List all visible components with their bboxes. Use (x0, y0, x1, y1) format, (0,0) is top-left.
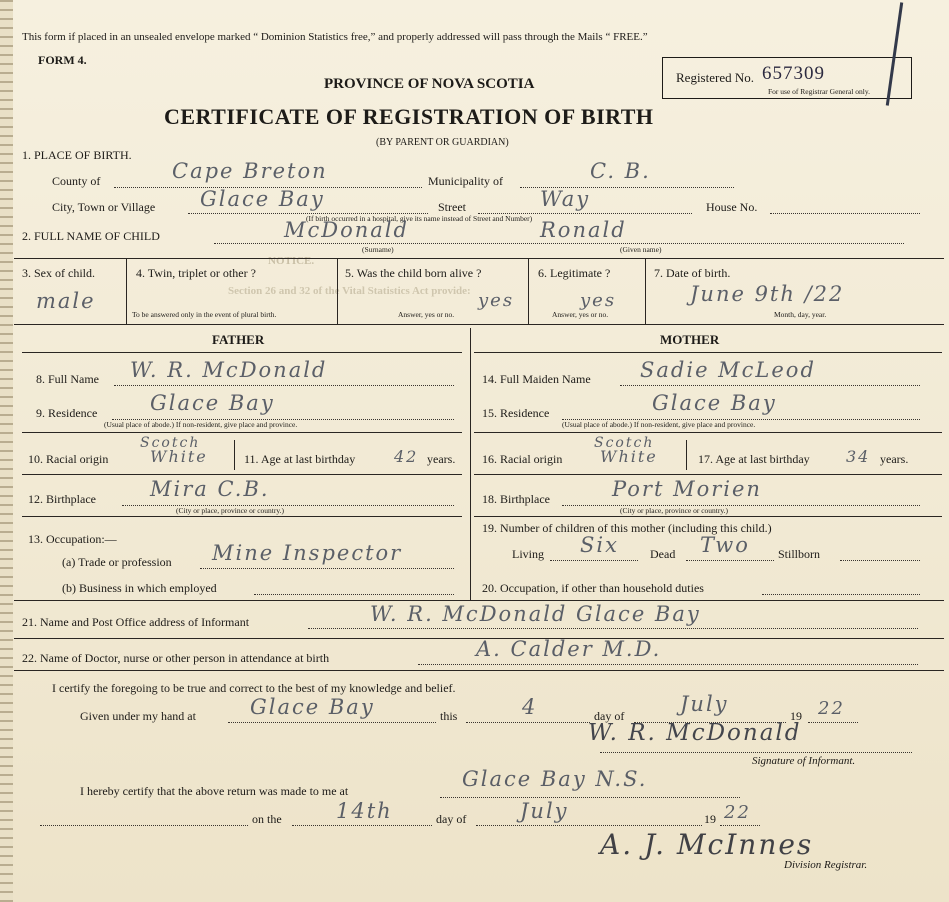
rule (14, 258, 944, 259)
registrar-caption: Division Registrar. (784, 859, 868, 871)
father-name-label: 8. Full Name (36, 372, 99, 386)
stillborn-line (840, 560, 920, 561)
informant-label: 21. Name and Post Office address of Informant (22, 615, 250, 629)
child-name-label: 2. FULL NAME OF CHILD (22, 229, 160, 243)
dob-value: June 9th /22 (690, 282, 845, 306)
father-racial: White (150, 447, 208, 466)
child-given-name: Ronald (540, 218, 627, 242)
mother-racial-top: Scotch (594, 435, 655, 451)
municipality-value: C. B. (590, 159, 651, 183)
mother-name-label: 14. Full Maiden Name (482, 372, 591, 386)
doctor-value: A. Calder M.D. (476, 637, 662, 661)
father-years: years. (427, 452, 456, 466)
father-abode-note: (Usual place of abode.) If non-resident, give place and province. (104, 420, 298, 429)
rule (645, 258, 646, 324)
father-racial-top: Scotch (140, 435, 201, 451)
house-label: House No. (706, 200, 758, 214)
rule (22, 432, 462, 433)
occupation-label: 13. Occupation:— (28, 532, 117, 546)
mother-name: Sadie McLeod (640, 358, 816, 382)
mother-city-note: (City or place, province or country.) (620, 506, 729, 515)
rule (686, 440, 687, 470)
year-line (808, 722, 858, 723)
stillborn-label: Stillborn (778, 547, 821, 561)
mail-notice: This form if placed in an unsealed envelope marked “ Dominion Statistics free,” and properly addressed will pass through the Mails “ FREE.” (22, 31, 648, 43)
child-surname: McDonald (284, 218, 409, 242)
overprint-sections: Section 26 and 32 of the Vital Statistics Act provide: (228, 285, 471, 297)
mother-age-label: 17. Age at last birthday (698, 452, 810, 466)
dob-note: Month, day, year. (774, 310, 827, 319)
center-divider (470, 328, 471, 600)
rule (474, 516, 942, 517)
rule (474, 432, 942, 433)
mother-heading: MOTHER (660, 332, 720, 347)
father-residence: Glace Bay (150, 391, 275, 415)
mother-birthplace-label: 18. Birthplace (482, 492, 550, 506)
dead-value: Two (700, 533, 750, 557)
business-line (254, 594, 454, 595)
rule (14, 600, 944, 601)
signature-line (600, 752, 912, 753)
city-value: Glace Bay (200, 187, 325, 211)
father-birthplace-label: 12. Birthplace (28, 492, 96, 506)
registrar-month-line (476, 825, 702, 826)
mother-birthplace: Port Morien (612, 477, 762, 501)
father-city-note: (City or place, province or country.) (176, 506, 285, 515)
rule (14, 670, 944, 671)
certify-statement: I certify the foregoing to be true and correct to the best of my knowledge and belief. (52, 681, 456, 695)
registrar-lead-line (40, 825, 248, 826)
twin-label: 4. Twin, triplet or other ? (136, 266, 256, 280)
living-label: Living (512, 547, 544, 561)
rule (234, 440, 235, 470)
trade-label: (a) Trade or profession (62, 555, 172, 569)
legitimate-note: Answer, yes or no. (552, 310, 609, 319)
mother-racial-label: 16. Racial origin (482, 452, 563, 466)
registrar-year-prefix: 19 (704, 812, 716, 826)
mother-age: 34 (846, 447, 871, 466)
given-place: Glace Bay (250, 695, 375, 719)
registration-number: 657309 (762, 63, 825, 84)
mother-birthplace-line (562, 505, 920, 506)
living-value: Six (580, 533, 619, 557)
registration-label: Registered No. (676, 70, 754, 85)
torn-edge (0, 0, 13, 902)
given-year: 22 (818, 698, 845, 719)
given-caption: (Given name) (620, 245, 662, 254)
registrar-statement: I hereby certify that the above return was made to me at (80, 784, 349, 798)
street-value: Way (540, 187, 591, 211)
business-label: (b) Business in which employed (62, 581, 217, 595)
legitimate-label: 6. Legitimate ? (538, 266, 611, 280)
registration-note: For use of Registrar General only. (768, 87, 870, 96)
this-label: this (440, 709, 458, 723)
father-name: W. R. McDonald (130, 358, 328, 382)
mother-residence-label: 15. Residence (482, 406, 550, 420)
father-age-label: 11. Age at last birthday (244, 452, 356, 466)
mother-racial: White (600, 447, 658, 466)
on-label: on the (252, 812, 282, 826)
rule (22, 516, 462, 517)
dob-label: 7. Date of birth. (654, 266, 731, 280)
mother-residence: Glace Bay (652, 391, 777, 415)
street-label: Street (438, 200, 466, 214)
place-of-birth-label: 1. PLACE OF BIRTH. (22, 148, 132, 162)
city-label: City, Town or Village (52, 200, 156, 214)
trade-value: Mine Inspector (212, 541, 403, 565)
father-name-line (114, 385, 454, 386)
registrar-year-line (720, 825, 760, 826)
alive-value: yes (478, 290, 515, 311)
legitimate-value: yes (580, 290, 617, 311)
twin-note: To be answered only in the event of plural birth. (132, 310, 277, 319)
page-title: CERTIFICATE OF REGISTRATION OF BIRTH (164, 104, 654, 129)
given-day: 4 (522, 695, 538, 719)
day-of-label: day of (594, 709, 625, 723)
rule (337, 258, 338, 324)
given-place-line (228, 722, 436, 723)
county-value: Cape Breton (172, 159, 328, 183)
overprint-notice: NOTICE. (268, 255, 315, 267)
doctor-line (418, 664, 918, 665)
rule (474, 474, 942, 475)
day-line (466, 722, 590, 723)
registrar-day-of-label: day of (436, 812, 467, 826)
subtitle: (BY PARENT OR GUARDIAN) (376, 137, 509, 148)
province-heading: PROVINCE OF NOVA SCOTIA (324, 76, 535, 92)
child-name-line (214, 243, 904, 244)
father-birthplace-line (122, 505, 454, 506)
year-prefix: 19 (790, 709, 802, 723)
registrar-year: 22 (724, 802, 751, 823)
informant-signature: W. R. McDonald (588, 720, 802, 746)
living-line (550, 560, 638, 561)
given-label: Given under my hand at (80, 709, 196, 723)
rule (528, 258, 529, 324)
house-line (770, 213, 920, 214)
father-heading: FATHER (212, 332, 265, 347)
alive-label: 5. Was the child born alive ? (345, 266, 482, 280)
alive-note: Answer, yes or no. (398, 310, 455, 319)
signature-caption: Signature of Informant. (752, 755, 856, 767)
mother-abode-note: (Usual place of abode.) If non-resident, give place and province. (562, 420, 756, 429)
municipality-label: Municipality of (428, 174, 503, 188)
registrar-month: July (520, 799, 569, 823)
rule (14, 324, 944, 325)
hospital-note: (If birth occurred in a hospital, give its name instead of Street and Number) (306, 214, 533, 223)
dead-line (686, 560, 774, 561)
rule (22, 474, 462, 475)
rule (474, 352, 942, 353)
trade-line (200, 568, 454, 569)
doctor-label: 22. Name of Doctor, nurse or other person in attendance at birth (22, 651, 330, 665)
rule (22, 352, 462, 353)
rule (126, 258, 127, 324)
mother-years: years. (880, 452, 909, 466)
surname-caption: (Surname) (362, 245, 394, 254)
informant-line (308, 628, 918, 629)
form-number: FORM 4. (38, 53, 87, 67)
registrar-day: 14th (336, 799, 393, 823)
registrar-signature: A. J. McInnes (600, 828, 814, 861)
registrar-place: Glace Bay N.S. (462, 767, 648, 791)
informant-value: W. R. McDonald Glace Bay (370, 602, 701, 626)
registrar-day-line (292, 825, 432, 826)
sex-label: 3. Sex of child. (22, 266, 95, 280)
registrar-place-line (440, 797, 740, 798)
father-residence-label: 9. Residence (36, 406, 98, 420)
children-label: 19. Number of children of this mother (including this child.) (482, 521, 772, 535)
given-month: July (680, 692, 729, 716)
county-label: County of (52, 174, 101, 188)
sex-value: male (36, 289, 96, 313)
mother-name-line (620, 385, 920, 386)
dead-label: Dead (650, 547, 676, 561)
father-racial-label: 10. Racial origin (28, 452, 109, 466)
mother-occupation-label: 20. Occupation, if other than household duties (482, 581, 704, 595)
mother-occupation-line (762, 594, 920, 595)
father-age: 42 (394, 447, 419, 466)
father-birthplace: Mira C.B. (150, 477, 270, 501)
